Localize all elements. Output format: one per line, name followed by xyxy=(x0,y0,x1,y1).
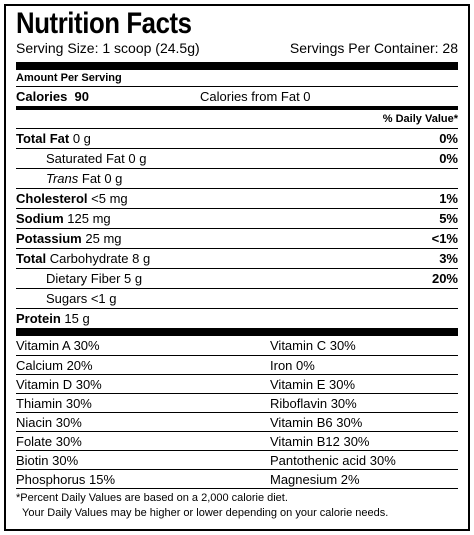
nutrient-amount: <1 g xyxy=(90,291,117,306)
nutrient-row xyxy=(16,308,458,328)
nutrient-row xyxy=(16,228,458,248)
nutrient-label: Fat xyxy=(81,171,101,186)
calories-label: Calories xyxy=(16,89,68,104)
vitamin-row xyxy=(16,450,458,469)
vitamin-cell: Calcium 20% xyxy=(16,357,93,373)
nutrient-label: Sugars xyxy=(46,291,88,306)
nutrient-label: Cholesterol xyxy=(16,191,88,206)
vitamin-row xyxy=(16,469,458,488)
vitamin-cell: Niacin 30% xyxy=(16,414,82,430)
nutrient-row xyxy=(16,248,458,268)
footnote xyxy=(16,488,458,521)
panel-title: Nutrition Facts xyxy=(16,7,192,40)
nutrient-amount: 0 g xyxy=(104,171,123,186)
nutrition-facts-panel xyxy=(4,4,470,531)
vitamin-cell: Vitamin D 30% xyxy=(16,376,102,392)
nutrient-dv: <1% xyxy=(431,231,458,246)
nutrient-label-2: Carbohydrate xyxy=(49,251,129,266)
vitamin-cell: Vitamin A 30% xyxy=(16,338,100,353)
nutrient-label: Potassium xyxy=(16,231,82,246)
calories-from-fat: Calories from Fat 0 xyxy=(200,89,311,104)
vitamin-cell: Biotin 30% xyxy=(16,452,79,468)
vitamin-row xyxy=(16,374,458,393)
serving-size: Serving Size: 1 scoop (24.5g) xyxy=(16,40,200,56)
vitamin-cell: Vitamin C 30% xyxy=(270,338,356,353)
vitamin-cell: Vitamin E 30% xyxy=(270,376,356,392)
vitamin-row xyxy=(16,431,458,450)
daily-value-header xyxy=(16,110,458,128)
nutrient-label: Total Fat xyxy=(16,131,70,146)
serving-info xyxy=(16,39,458,57)
nutrient-row xyxy=(16,128,458,148)
vitamin-row xyxy=(16,336,458,355)
divider-thick xyxy=(16,328,458,336)
nutrient-dv: 5% xyxy=(439,211,458,226)
vitamin-cell: Iron 0% xyxy=(270,357,315,373)
calories-value: 90 xyxy=(74,89,90,104)
vitamin-cell: Vitamin B12 30% xyxy=(270,433,370,449)
nutrient-amount: 5 g xyxy=(124,271,143,286)
vitamin-cell: Magnesium 2% xyxy=(270,471,360,487)
nutrient-amount: 8 g xyxy=(132,251,151,266)
divider-thick xyxy=(16,62,458,70)
nutrient-amount: <5 mg xyxy=(91,191,128,206)
nutrient-amount: 0 g xyxy=(128,151,147,166)
nutrient-dv: 0% xyxy=(439,151,458,166)
vitamin-row xyxy=(16,393,458,412)
footnote-line-1: *Percent Daily Values are based on a 2,000 calorie diet. xyxy=(16,492,288,504)
vitamin-row xyxy=(16,412,458,431)
nutrient-row xyxy=(16,288,458,308)
vitamin-cell: Riboflavin 30% xyxy=(270,395,357,411)
nutrient-amount: 25 mg xyxy=(85,231,122,246)
vitamin-cell: Folate 30% xyxy=(16,433,82,449)
nutrient-row xyxy=(16,268,458,288)
vitamin-row xyxy=(16,355,458,374)
nutrient-amount: 15 g xyxy=(64,311,90,326)
nutrient-amount: 0 g xyxy=(72,131,91,146)
nutrient-label: Protein xyxy=(16,311,61,326)
vitamin-cell: Thiamin 30% xyxy=(16,395,92,411)
nutrient-row xyxy=(16,148,458,168)
nutrient-dv: 20% xyxy=(431,271,458,286)
nutrient-dv: 0% xyxy=(439,131,458,146)
calories-row xyxy=(16,86,458,106)
nutrient-label-italic: Trans xyxy=(46,171,79,186)
nutrient-dv: 3% xyxy=(439,251,458,266)
vitamin-cell: Vitamin B6 30% xyxy=(270,414,363,430)
nutrient-dv: 1% xyxy=(439,191,458,206)
nutrient-row xyxy=(16,188,458,208)
amount-per-serving: Amount Per Serving xyxy=(16,72,122,84)
daily-value-header-text: % Daily Value* xyxy=(382,113,458,125)
servings-per-container: Servings Per Container: 28 xyxy=(289,40,458,56)
calories-cell xyxy=(16,89,200,104)
nutrient-row xyxy=(16,208,458,228)
nutrient-label: Saturated Fat xyxy=(46,151,125,166)
nutrient-row xyxy=(16,168,458,188)
nutrient-label: Total xyxy=(16,251,47,266)
vitamin-cell: Phosphorus 15% xyxy=(16,471,116,487)
vitamin-cell: Pantothenic acid 30% xyxy=(270,452,396,468)
nutrient-label: Sodium xyxy=(16,211,64,226)
nutrient-amount: 125 mg xyxy=(67,211,111,226)
footnote-line-2: Your Daily Values may be higher or lower depending on your calorie needs. xyxy=(22,507,389,519)
nutrient-label: Dietary Fiber xyxy=(46,271,121,286)
